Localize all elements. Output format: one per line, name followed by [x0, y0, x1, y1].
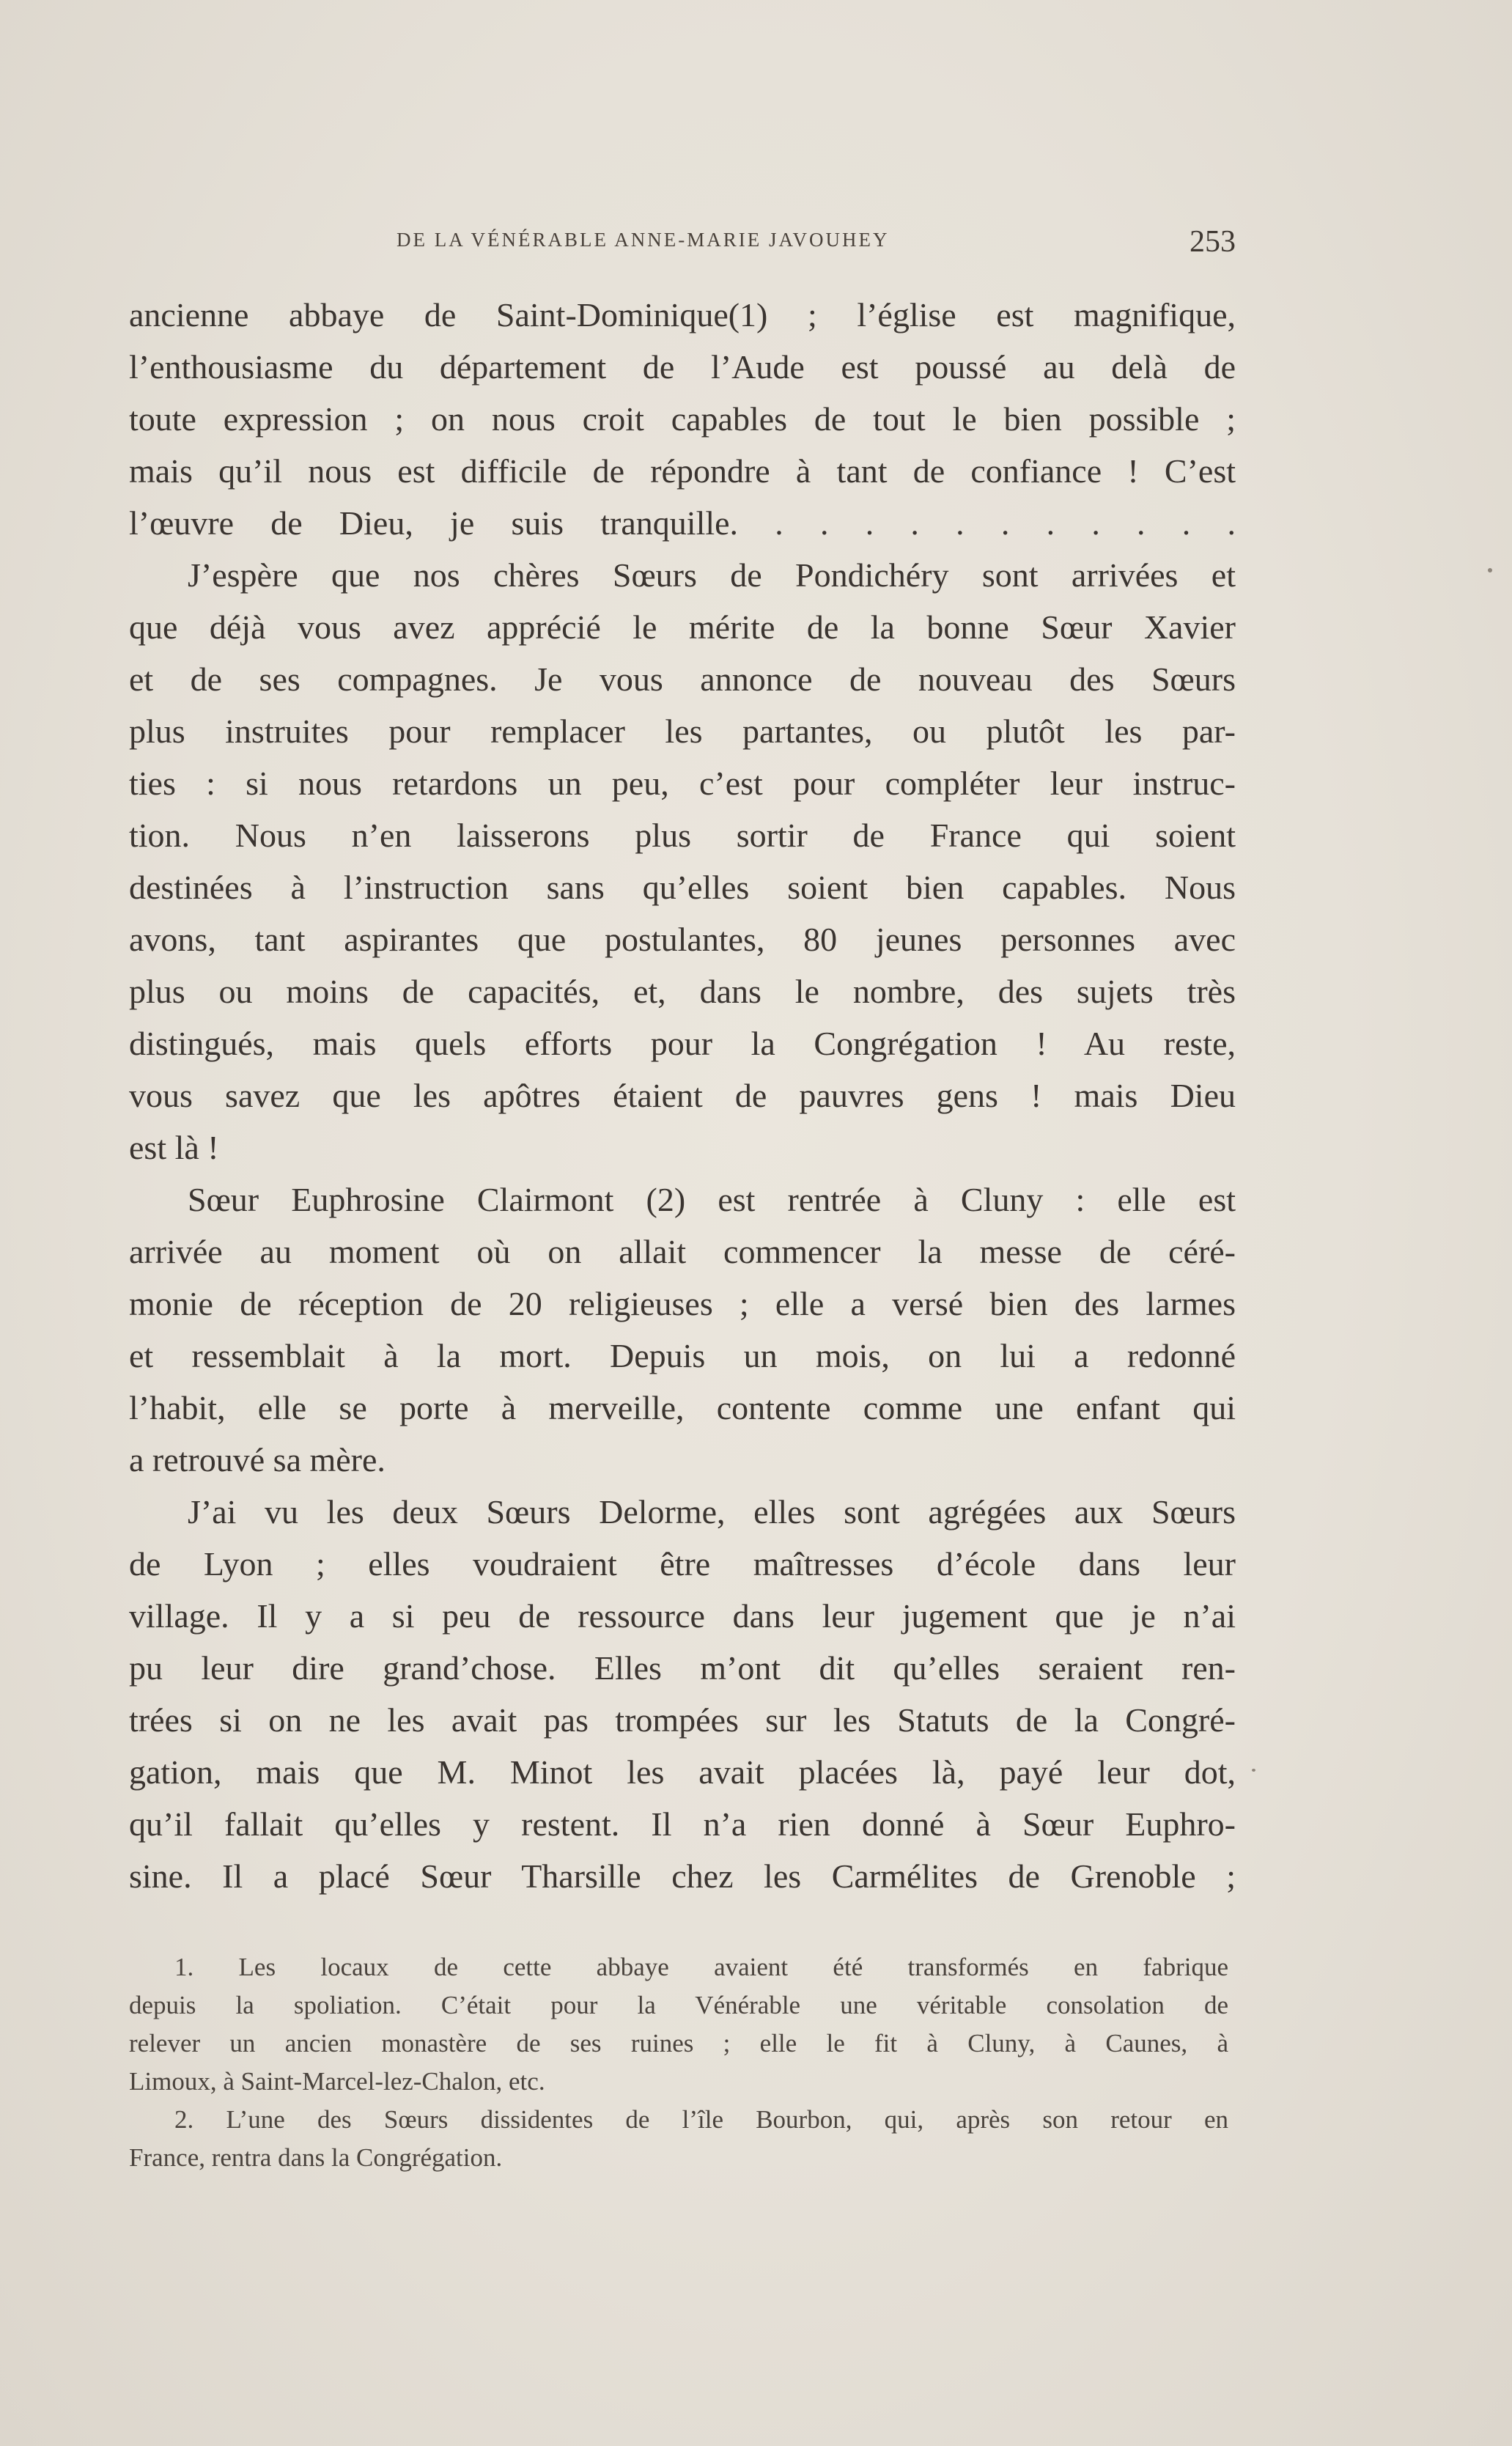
- text-line: ancienne abbaye de Saint-Dominique(1) ; l’église est magnifique,: [129, 296, 1236, 334]
- text-line: plus ou moins de capacités, et, dans le nombre, des sujets très: [129, 973, 1236, 1010]
- paper-speck: [1252, 1769, 1255, 1772]
- text-line: et de ses compagnes. Je vous annonce de nouveau des Sœurs: [129, 660, 1236, 698]
- footnote-line: depuis la spoliation. C’était pour la Vénérable une véritable consolation de: [129, 1991, 1228, 2019]
- text-line: l’œuvre de Dieu, je suis tranquille. . . . . . . . . . . .: [129, 504, 1236, 542]
- text-line: tion. Nous n’en laisserons plus sortir de France qui soient: [129, 817, 1236, 854]
- running-head: [129, 224, 1236, 261]
- text-line: village. Il y a si peu de ressource dans leur jugement que je n’ai: [129, 1597, 1236, 1635]
- text-line: sine. Il a placé Sœur Tharsille chez les Carmélites de Grenoble ;: [129, 1857, 1236, 1895]
- text-line: destinées à l’instruction sans qu’elles soient bien capables. Nous: [129, 869, 1236, 906]
- text-line: ties : si nous retardons un peu, c’est pour compléter leur instruc-: [129, 765, 1236, 802]
- footnotes: [129, 1948, 1228, 2177]
- text-line: et ressemblait à la mort. Depuis un mois, on lui a redonné: [129, 1337, 1236, 1374]
- footnote-line: 1. Les locaux de cette abbaye avaient été transformés en fabrique: [174, 1953, 1228, 1981]
- text-line: mais qu’il nous est difficile de répondre à tant de confiance ! C’est: [129, 452, 1236, 490]
- text-line: distingués, mais quels efforts pour la Congrégation ! Au reste,: [129, 1025, 1236, 1062]
- text-line: Sœur Euphrosine Clairmont (2) est rentrée à Cluny : elle est: [188, 1181, 1236, 1218]
- text-line: gation, mais que M. Minot les avait placées là, payé leur dot,: [129, 1753, 1236, 1791]
- footnote-line: 2. L’une des Sœurs dissidentes de l’île Bourbon, qui, après son retour en: [174, 2105, 1228, 2134]
- text-line: l’habit, elle se porte à merveille, contente comme une enfant qui: [129, 1389, 1236, 1426]
- text-line: plus instruites pour remplacer les partantes, ou plutôt les par-: [129, 712, 1236, 750]
- text-line: qu’il fallait qu’elles y restent. Il n’a rien donné à Sœur Euphro-: [129, 1805, 1236, 1843]
- text-line: J’espère que nos chères Sœurs de Pondichéry sont arrivées et: [188, 556, 1236, 594]
- text-line: vous savez que les apôtres étaient de pauvres gens ! mais Dieu: [129, 1077, 1236, 1114]
- running-head-title: DE LA VÉNÉRABLE ANNE-MARIE JAVOUHEY: [397, 229, 890, 251]
- text-line: arrivée au moment où on allait commencer la messe de céré-: [129, 1233, 1236, 1270]
- text-line: que déjà vous avez apprécié le mérite de la bonne Sœur Xavier: [129, 608, 1236, 646]
- body-text: [129, 289, 1236, 1902]
- text-line: monie de réception de 20 religieuses ; elle a versé bien des larmes: [129, 1285, 1236, 1322]
- text-line: trées si on ne les avait pas trompées sur les Statuts de la Congré-: [129, 1701, 1236, 1739]
- footnote-line: Limoux, à Saint-Marcel-lez-Chalon, etc.: [129, 2067, 545, 2096]
- paper-speck: [1488, 568, 1492, 572]
- page-number: 253: [1190, 225, 1236, 259]
- text-line: avons, tant aspirantes que postulantes, 80 jeunes personnes avec: [129, 921, 1236, 958]
- text-line: est là !: [129, 1129, 219, 1166]
- text-line: J’ai vu les deux Sœurs Delorme, elles sont agrégées aux Sœurs: [188, 1493, 1236, 1530]
- footnote-line: France, rentra dans la Congrégation.: [129, 2143, 503, 2172]
- text-line: toute expression ; on nous croit capables de tout le bien possible ;: [129, 400, 1236, 438]
- text-line: l’enthousiasme du département de l’Aude est poussé au delà de: [129, 348, 1236, 386]
- footnote-line: relever un ancien monastère de ses ruines ; elle le fit à Cluny, à Caunes, à: [129, 2029, 1228, 2058]
- text-line: a retrouvé sa mère.: [129, 1441, 386, 1478]
- text-line: pu leur dire grand’chose. Elles m’ont dit qu’elles seraient ren-: [129, 1649, 1236, 1687]
- text-line: de Lyon ; elles voudraient être maîtresses d’école dans leur: [129, 1545, 1236, 1583]
